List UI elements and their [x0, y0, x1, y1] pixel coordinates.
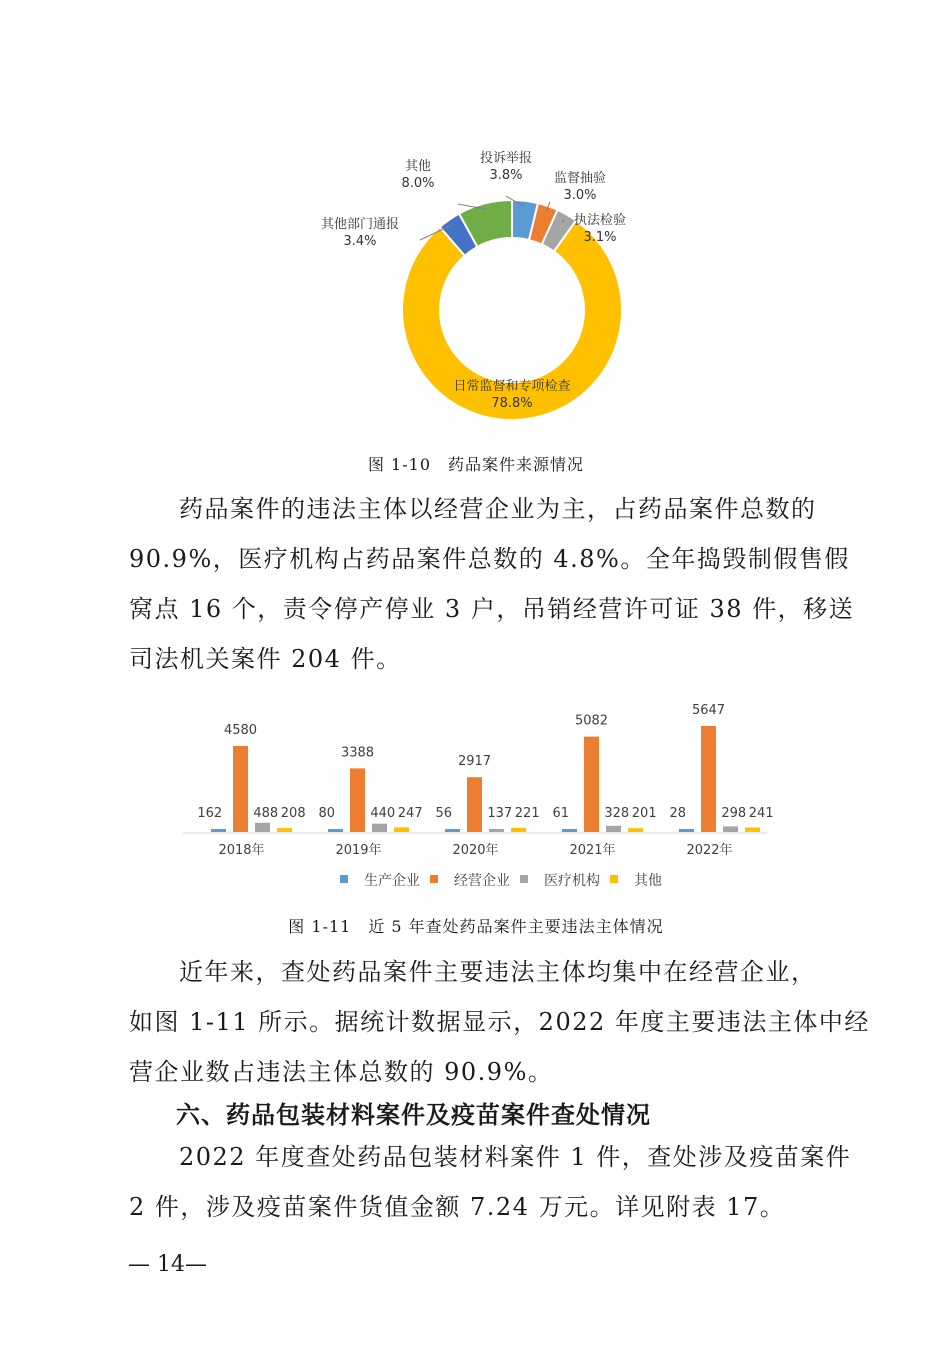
legend-label: 医疗机构	[544, 873, 600, 889]
figure-1-11-caption: 图 1-11 近 5 年查处药品案件主要违法主体情况	[288, 917, 664, 936]
paragraph-violation-subjects	[129, 484, 855, 684]
bar-value-label: 221	[514, 806, 540, 821]
donut-slice-percent: 3.8%	[489, 168, 523, 183]
donut-slice-percent: 8.0%	[401, 176, 435, 191]
bar	[255, 823, 270, 832]
bar	[211, 829, 226, 832]
bar	[562, 829, 577, 832]
bar	[701, 726, 716, 832]
figure-1-10-caption: 图 1-10 药品案件来源情况	[367, 455, 585, 474]
bar-value-label: 28	[669, 806, 687, 821]
bar	[606, 826, 621, 832]
bar-value-label: 328	[604, 806, 630, 821]
bar-value-label: 208	[280, 806, 306, 821]
bar	[328, 829, 343, 832]
bar-value-label: 162	[197, 806, 223, 821]
bar	[679, 829, 694, 832]
paragraph-line: 药品案件的违法主体以经营企业为主，占药品案件总数的	[179, 495, 817, 523]
paragraph-line: 2 件，涉及疫苗案件货值金额 7.24 万元。详见附表 17。	[129, 1193, 786, 1221]
legend-swatch	[340, 875, 348, 883]
donut-slice-label: 监督抽验	[553, 171, 607, 186]
donut-slice-label: 日常监督和专项检查	[453, 379, 571, 394]
bar	[277, 828, 292, 832]
bar-value-label: 488	[253, 806, 279, 821]
donut-slice-percent: 3.0%	[563, 188, 597, 203]
legend-swatch	[520, 875, 528, 883]
paragraph-line: 如图 1-11 所示。据统计数据显示，2022 年度主要违法主体中经	[129, 1008, 870, 1036]
category-label: 2020年	[452, 843, 499, 858]
bar	[233, 746, 248, 832]
bar-value-label: 298	[721, 806, 747, 821]
donut-slice-label: 其他部门通报	[320, 217, 400, 232]
bar-value-label: 3388	[340, 745, 375, 761]
legend-label: 生产企业	[364, 873, 420, 889]
source-donut-chart	[290, 140, 670, 420]
donut-slice-percent: 3.4%	[343, 234, 377, 249]
bar	[584, 737, 599, 832]
legend-swatch	[610, 875, 618, 883]
bar	[467, 777, 482, 832]
legend-label: 经营企业	[454, 873, 510, 889]
paragraph-line: 司法机关案件 204 件。	[129, 645, 402, 673]
category-label: 2021年	[569, 843, 616, 858]
bar-value-label: 247	[397, 806, 423, 821]
bar-value-label: 2917	[457, 754, 492, 770]
donut-slice-percent: 78.8%	[491, 396, 533, 411]
paragraph-line: 窝点 16 个，责令停产停业 3 户，吊销经营许可证 38 件，移送	[129, 595, 855, 623]
donut-slice-percent: 3.1%	[583, 230, 617, 245]
bar-value-label: 80	[318, 806, 336, 821]
paragraph-line: 2022 年度查处药品包装材料案件 1 件，查处涉及疫苗案件	[179, 1143, 852, 1171]
donut-slice-label: 其他	[404, 159, 432, 174]
bar	[489, 829, 504, 832]
bar-value-label: 440	[370, 806, 396, 821]
bar	[745, 828, 760, 833]
bar-value-label: 5647	[691, 703, 726, 718]
donut-slice-label: 投诉举报	[479, 151, 533, 166]
legend-swatch	[430, 875, 438, 883]
bar-value-label: 56	[435, 806, 453, 821]
bar-value-label: 201	[631, 806, 657, 821]
bar	[372, 824, 387, 832]
bar	[628, 828, 643, 832]
section-heading: 六、药品包装材料案件及疫苗案件查处情况	[176, 1101, 651, 1129]
bar-value-label: 241	[748, 806, 774, 821]
paragraph-trend	[129, 947, 870, 1097]
paragraph-line: 近年来，查处药品案件主要违法主体均集中在经营企业，	[179, 958, 817, 986]
legend-label: 其他	[634, 873, 662, 889]
bar-value-label: 137	[487, 806, 513, 821]
bar-value-label: 5082	[574, 713, 609, 729]
subjects-bar-chart	[180, 700, 780, 900]
paragraph-line: 营企业数占违法主体总数的 90.9%。	[129, 1058, 554, 1086]
paragraph-line: 90.9%，医疗机构占药品案件总数的 4.8%。全年捣毁制假售假	[129, 545, 850, 573]
bar	[511, 828, 526, 832]
bar	[445, 829, 460, 832]
bar-value-label: 61	[552, 806, 570, 821]
bar-value-label: 4580	[223, 723, 258, 738]
bar	[350, 768, 365, 832]
category-label: 2022年	[686, 843, 733, 858]
category-label: 2018年	[218, 843, 265, 858]
bar	[394, 827, 409, 832]
category-label: 2019年	[335, 843, 382, 858]
page-number: — 14—	[128, 1252, 207, 1277]
bar	[723, 826, 738, 832]
donut-slice-label: 执法检验	[573, 213, 627, 228]
paragraph-vaccine-cases	[129, 1132, 852, 1232]
